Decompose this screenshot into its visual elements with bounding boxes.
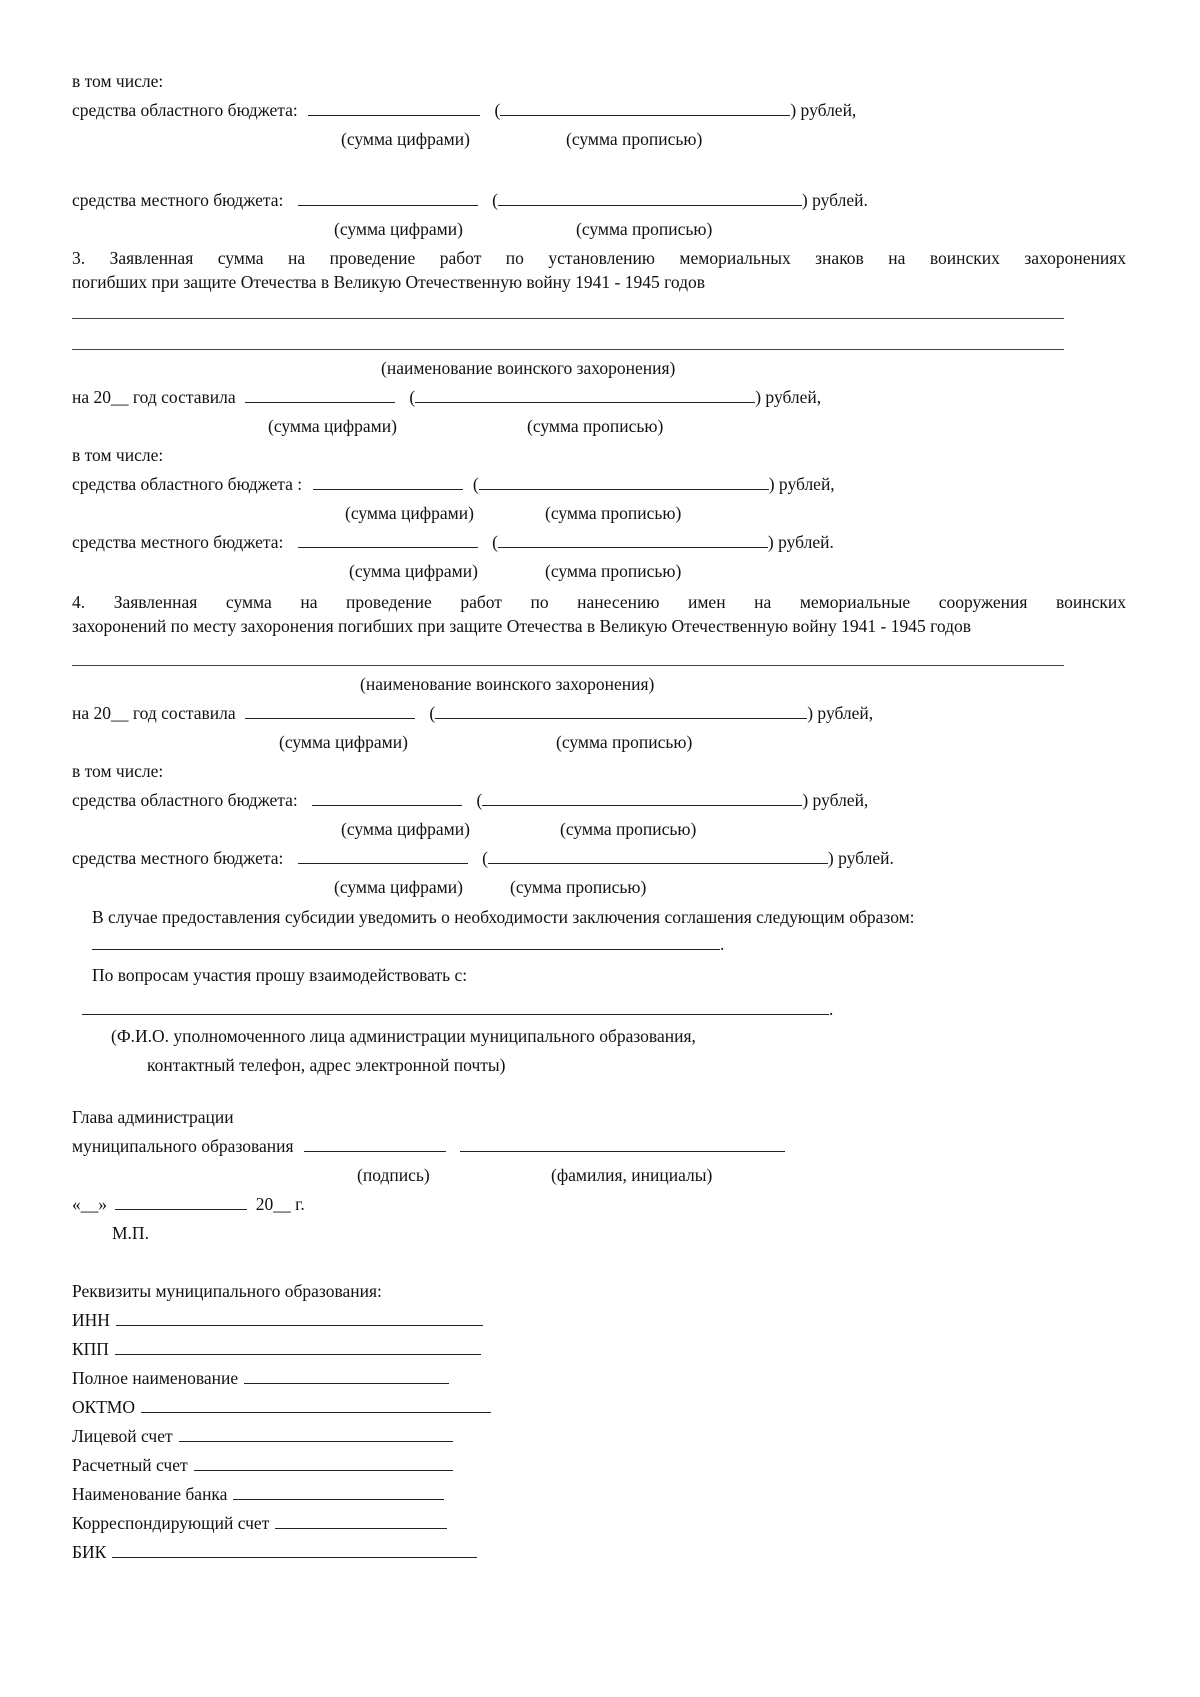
date-month-field[interactable] <box>115 1194 247 1210</box>
s4-regional-close: ) рублей, <box>802 790 869 810</box>
s4-burial-caption: (наименование воинского захоронения) <box>360 674 655 694</box>
s2-local-close: ) рублей. <box>801 190 868 210</box>
requisite-row <box>72 1309 483 1331</box>
s3-regional-open: ( <box>472 474 479 494</box>
requisite-row <box>72 1338 481 1360</box>
s3-burial-caption: (наименование воинского захоронения) <box>381 358 676 378</box>
date-day: «__» <box>72 1194 107 1214</box>
s3-local-open: ( <box>492 532 498 552</box>
requisite-label-oktmo: ОКТМО <box>72 1397 135 1417</box>
s3-local-row <box>72 531 834 553</box>
s4-regional-digits-field[interactable] <box>312 790 462 806</box>
requisite-field-settlement-account[interactable] <box>194 1455 453 1471</box>
s4-local-words-field[interactable] <box>488 848 828 864</box>
contact-field[interactable] <box>82 999 829 1015</box>
contact-end: . <box>829 999 834 1019</box>
requisite-row <box>72 1367 449 1389</box>
s3-regional-words-field[interactable] <box>479 474 769 490</box>
s4-local-open: ( <box>482 848 488 868</box>
s2-regional-digits-field[interactable] <box>308 100 480 116</box>
s2-regional-label: средства областного бюджета: <box>72 100 298 120</box>
s3-regional-label: средства областного бюджета : <box>72 474 303 494</box>
contact-field-row <box>82 998 833 1020</box>
s3-local-label: средства местного бюджета: <box>72 532 284 552</box>
requisite-row <box>72 1512 447 1534</box>
s2-local-cap-digits: (сумма цифрами) <box>334 219 463 239</box>
signature-field[interactable] <box>304 1136 446 1152</box>
s3-local-cap-words: (сумма прописью) <box>545 561 682 581</box>
s4-heading-line2: захоронений по месту захоронения погибших при защите Отечества в Великую Отечественную войну 1941 - 1945 годов <box>72 616 972 636</box>
s3-year-digits-field[interactable] <box>245 387 395 403</box>
s4-year-row <box>72 702 873 724</box>
requisite-label-correspondent-account: Корреспондирующий счет <box>72 1513 270 1533</box>
date-row <box>72 1193 305 1215</box>
s2-local-cap-words: (сумма прописью) <box>576 219 713 239</box>
notify-text: В случае предоставления субсидии уведомить о необходимости заключения соглашения следующим образом: <box>92 907 915 927</box>
requisite-label-full-name: Полное наименование <box>72 1368 239 1388</box>
seal-mark: М.П. <box>112 1223 149 1243</box>
requisite-field-personal-account[interactable] <box>179 1426 453 1442</box>
s3-year-open: ( <box>409 387 416 407</box>
contact-caption-2: контактный телефон, адрес электронной почты) <box>147 1055 506 1075</box>
requisite-label-kpp: КПП <box>72 1339 109 1359</box>
s2-regional-cap-digits: (сумма цифрами) <box>341 129 470 149</box>
s2-incl: в том числе: <box>72 71 164 91</box>
requisites-title: Реквизиты муниципального образования: <box>72 1281 382 1301</box>
s4-year-cap-words: (сумма прописью) <box>556 732 693 752</box>
s3-incl: в том числе: <box>72 445 164 465</box>
s4-local-close: ) рублей. <box>827 848 894 868</box>
s4-year-open: ( <box>429 703 436 723</box>
s4-local-cap-digits: (сумма цифрами) <box>334 877 463 897</box>
s2-regional-words-field[interactable] <box>500 100 790 116</box>
requisite-label-settlement-account: Расчетный счет <box>72 1455 188 1475</box>
s3-year-row <box>72 386 821 408</box>
s4-regional-open: ( <box>476 790 483 810</box>
s3-year-cap-words: (сумма прописью) <box>527 416 664 436</box>
s2-local-words-field[interactable] <box>498 190 802 206</box>
s2-local-label: средства местного бюджета: <box>72 190 284 210</box>
notify-end: . <box>720 934 725 954</box>
s3-regional-row <box>72 473 835 495</box>
s4-local-digits-field[interactable] <box>298 848 468 864</box>
name-initials-field[interactable] <box>460 1136 785 1152</box>
s4-regional-cap-words: (сумма прописью) <box>560 819 697 839</box>
s4-year-close: ) рублей, <box>807 703 874 723</box>
notify-field[interactable] <box>92 934 720 950</box>
s3-year-close: ) рублей, <box>755 387 822 407</box>
s3-local-close: ) рублей. <box>767 532 834 552</box>
s3-year-words-field[interactable] <box>415 387 755 403</box>
head-sign-row <box>72 1135 785 1157</box>
requisite-field-bank-name[interactable] <box>233 1484 444 1500</box>
s3-regional-close: ) рублей, <box>768 474 835 494</box>
requisite-field-kpp[interactable] <box>115 1339 481 1355</box>
s2-local-digits-field[interactable] <box>298 190 478 206</box>
requisite-row <box>72 1541 477 1563</box>
notify-field-row <box>92 933 724 955</box>
s3-regional-cap-words: (сумма прописью) <box>545 503 682 523</box>
s4-year-label: на 20__ год составила <box>72 703 236 723</box>
s4-incl: в том числе: <box>72 761 164 781</box>
s4-local-cap-words: (сумма прописью) <box>510 877 647 897</box>
s3-local-digits-field[interactable] <box>298 532 478 548</box>
requisite-field-inn[interactable] <box>116 1310 483 1326</box>
s3-burial-line1[interactable] <box>72 318 1064 319</box>
s4-year-cap-digits: (сумма цифрами) <box>279 732 408 752</box>
s3-heading-line2: погибших при защите Отечества в Великую Отечественную войну 1941 - 1945 годов <box>72 272 706 292</box>
requisite-row <box>72 1425 453 1447</box>
contact-text: По вопросам участия прошу взаимодействовать с: <box>92 965 468 985</box>
s4-year-digits-field[interactable] <box>245 703 415 719</box>
requisite-row <box>72 1454 453 1476</box>
s2-regional-cap-words: (сумма прописью) <box>566 129 703 149</box>
s4-regional-label: средства областного бюджета: <box>72 790 298 810</box>
requisite-field-correspondent-account[interactable] <box>275 1513 447 1529</box>
requisite-row <box>72 1483 444 1505</box>
s3-regional-cap-digits: (сумма цифрами) <box>345 503 474 523</box>
requisite-field-oktmo[interactable] <box>141 1397 491 1413</box>
s3-burial-line2[interactable] <box>72 349 1064 350</box>
s4-regional-words-field[interactable] <box>482 790 802 806</box>
requisite-label-bik: БИК <box>72 1542 107 1562</box>
s4-burial-line[interactable] <box>72 665 1064 666</box>
s3-year-label: на 20__ год составила <box>72 387 236 407</box>
s4-heading-line1: 4. Заявленная сумма на проведение работ по нанесению имен на мемориальные сооружения воинских <box>72 592 1126 612</box>
s2-local-open: ( <box>492 190 498 210</box>
s4-local-row <box>72 847 894 869</box>
s4-local-label: средства местного бюджета: <box>72 848 284 868</box>
date-year: 20__ г. <box>255 1194 305 1214</box>
requisite-field-bik[interactable] <box>112 1542 477 1558</box>
requisite-label-bank-name: Наименование банка <box>72 1484 228 1504</box>
s3-local-words-field[interactable] <box>498 532 768 548</box>
s3-local-cap-digits: (сумма цифрами) <box>349 561 478 581</box>
s2-local-row <box>72 189 868 211</box>
requisite-row <box>72 1396 491 1418</box>
signature-caption: (подпись) <box>357 1165 430 1185</box>
contact-caption-1: (Ф.И.О. уполномоченного лица администрации муниципального образования, <box>111 1026 696 1046</box>
head-title-1: Глава администрации <box>72 1107 234 1127</box>
s4-year-words-field[interactable] <box>435 703 807 719</box>
s3-heading-line1: 3. Заявленная сумма на проведение работ по установлению мемориальных знаков на воинских захоронениях <box>72 248 1126 268</box>
s3-regional-digits-field[interactable] <box>313 474 463 490</box>
s3-year-cap-digits: (сумма цифрами) <box>268 416 397 436</box>
s2-regional-close: ) рублей, <box>790 100 857 120</box>
s2-regional-open: ( <box>494 100 501 120</box>
requisite-label-personal-account: Лицевой счет <box>72 1426 173 1446</box>
name-initials-caption: (фамилия, инициалы) <box>551 1165 713 1185</box>
s2-regional-row <box>72 99 856 121</box>
s4-regional-cap-digits: (сумма цифрами) <box>341 819 470 839</box>
requisite-field-full-name[interactable] <box>244 1368 449 1384</box>
head-title-2: муниципального образования <box>72 1136 294 1156</box>
requisite-label-inn: ИНН <box>72 1310 110 1330</box>
s4-regional-row <box>72 789 868 811</box>
